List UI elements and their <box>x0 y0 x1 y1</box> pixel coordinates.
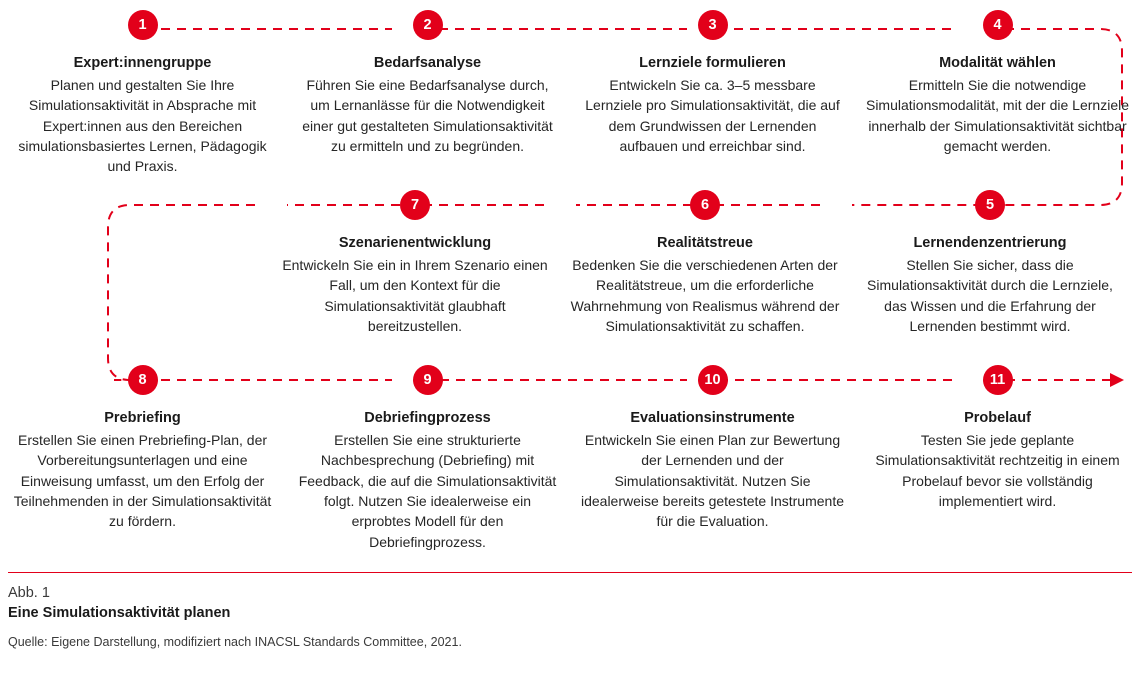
step-description: Bedenken Sie die verschiedenen Arten der Realitätstreue, um die erforderliche Wahrnehmung von Realismus während der Simulationsaktivität zu schaffen. <box>570 257 840 335</box>
flow-step-5[interactable] <box>850 190 1130 336</box>
figure-caption <box>8 572 1132 649</box>
flow-row-1 <box>0 10 1140 177</box>
step-title: Evaluationsinstrumente <box>630 410 795 426</box>
flow-step-1[interactable] <box>0 10 285 177</box>
step-description: Führen Sie eine Bedarfsanalyse durch, um Lernanlässe für die Notwendigkeit einer gut gestalteten Simulationsaktivität zu ermitteln und zu begründen. <box>302 77 553 155</box>
step-description: Testen Sie jede geplante Simulationsaktivität rechtzeitig in einem Probelauf bevor sie vollständig implementiert wird. <box>875 432 1120 510</box>
flow-step-9[interactable] <box>285 365 570 552</box>
step-description: Entwickeln Sie ca. 3–5 messbare Lernziele pro Simulationsaktivität, die auf dem Grundwissen der Lernenden aufbauen und erreichbar sind. <box>585 77 840 155</box>
flow-step-4[interactable] <box>855 10 1140 177</box>
step-description: Erstellen Sie eine strukturierte Nachbesprechung (Debriefing) mit Feedback, die auf die Simulationsaktivität folgt. Nutzen Sie idealerweise ein erprobtes Modell für den Debriefingprozess. <box>298 432 557 550</box>
step-number-badge: 2 <box>413 10 443 40</box>
step-title: Probelauf <box>964 410 1031 426</box>
flow-row-3 <box>0 365 1140 552</box>
flow-step-10[interactable] <box>570 365 855 552</box>
flow-step-6[interactable] <box>560 190 850 336</box>
step-title: Expert:innengruppe <box>73 55 212 71</box>
step-number-badge: 4 <box>983 10 1013 40</box>
step-number-badge: 10 <box>698 365 728 395</box>
step-title: Modalität wählen <box>939 55 1056 71</box>
figure-label: Abb. 1 <box>8 585 50 601</box>
step-number-badge: 6 <box>690 190 720 220</box>
flow-row-2 <box>0 190 1140 336</box>
step-title: Debriefingprozess <box>364 410 491 426</box>
step-description: Ermitteln Sie die notwendige Simulationsmodalität, mit der die Lernziele innerhalb der Simulationsaktivität sichtbar gemacht werden. <box>865 77 1129 155</box>
flow-step-11[interactable] <box>855 365 1140 552</box>
flow-step-2[interactable] <box>285 10 570 177</box>
flow-step-7[interactable] <box>270 190 560 336</box>
step-description: Entwickeln Sie einen Plan zur Bewertung der Lernenden und der Simulationsaktivität. Nutzen Sie idealerweise bereits getestete Instrumente für die Evaluation. <box>580 432 845 530</box>
step-number-badge: 9 <box>413 365 443 395</box>
step-description: Stellen Sie sicher, dass die Simulationsaktivität durch die Lernziele, das Wissen und die Erfahrung der Lernenden bestimmt wird. <box>867 257 1113 335</box>
step-description: Entwickeln Sie ein in Ihrem Szenario einen Fall, um den Kontext für die Simulationsaktivität glaubhaft bereitzustellen. <box>282 257 548 335</box>
step-number-badge: 1 <box>128 10 158 40</box>
step-title: Realitätstreue <box>657 235 753 251</box>
step-number-badge: 8 <box>128 365 158 395</box>
step-description: Erstellen Sie einen Prebriefing-Plan, der Vorbereitungsunterlagen und eine Einweisung umfasst, um den Erfolg der Teilnehmenden in der Simulationsaktivität zu fördern. <box>13 432 272 530</box>
step-number-badge: 7 <box>400 190 430 220</box>
step-number-badge: 3 <box>698 10 728 40</box>
flow-step-8[interactable] <box>0 365 285 552</box>
step-description: Planen und gestalten Sie Ihre Simulationsaktivität in Absprache mit Expert:innen aus den Bereichen simulationsbasiertes Lernen, Pädagogik und Praxis. <box>18 77 267 175</box>
caption-divider <box>8 572 1132 573</box>
step-title: Szenarienentwicklung <box>338 235 492 251</box>
step-number-badge: 5 <box>975 190 1005 220</box>
step-number-badge: 11 <box>983 365 1013 395</box>
flow-step-3[interactable] <box>570 10 855 177</box>
step-title: Bedarfsanalyse <box>373 55 482 71</box>
flow-row-2-spacer <box>0 190 270 336</box>
figure-title: Eine Simulationsaktivität planen <box>8 605 231 621</box>
step-title: Lernendenzentrierung <box>913 235 1067 251</box>
step-title: Lernziele formulieren <box>639 55 786 71</box>
step-title: Prebriefing <box>104 410 181 426</box>
figure-source: Quelle: Eigene Darstellung, modifiziert nach INACSL Standards Committee, 2021. <box>8 635 462 649</box>
